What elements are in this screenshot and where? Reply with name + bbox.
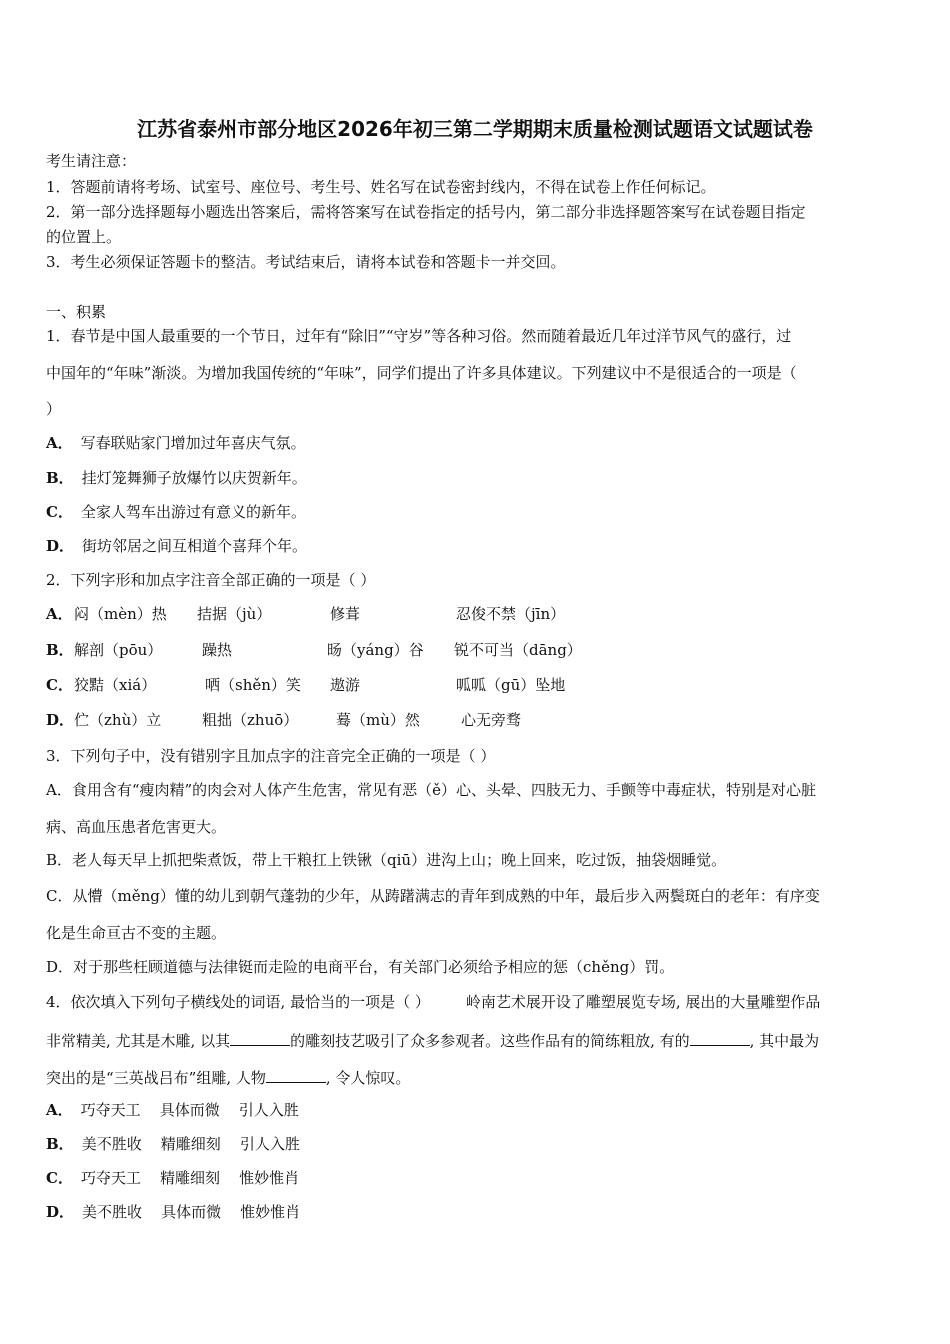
q4-option-c: C． 巧夺天工 精雕细刻 惟妙惟肖 <box>46 1169 300 1187</box>
q1-option-d: D． 街坊邻居之间互相道个喜拜个年。 <box>46 537 308 555</box>
q3-option-a-cont: 病、高血压患者危害更大。 <box>46 818 227 836</box>
q1-stem: ） <box>46 400 62 418</box>
exam-title: 江苏省泰州市部分地区2026年初三第二学期期末质量检测试题语文试题试卷 <box>137 117 813 141</box>
q3-stem: 3．下列句子中，没有错别字且加点字的注音完全正确的一项是（ ） <box>46 747 496 765</box>
answer-blank[interactable] <box>266 1068 326 1083</box>
notice-item: 的位置上。 <box>46 228 122 246</box>
exam-page: 江苏省泰州市部分地区2026年初三第二学期期末质量检测试题语文试题试卷 考生请注意： 1．答题前请将考场、试室号、座位号、考生号、姓名写在试卷密封线内，不得在试卷上作任何标记。 2．第一部分选择题每小题选出答案后，需将答案写在试卷指定的括号内，第二部分非选择题答案写在试卷题目指定 的位置上。 3．考生必须保证答题卡的整洁。考试结束后，请将本试卷和答题卡一并交回。 一、积累 1．春节是中国人最重要的一个节日，过年有“除旧”“守岁”等各种习俗。然而随着最近几年过洋节风气的盛行，过 中国年的“年味”渐淡。为增加我国传统的“年味”，同学们提出了许多具体建议。下列建议中不是很适合的一项是（ ） A． 写春联贴家门增加过年喜庆气氛。 B． 挂灯笼舞狮子放爆竹以庆贺新年。 C． 全家人驾车出游过有意义的新年。 D． 街坊邻居之间互相道个喜拜个年。 2．下列字形和加点字注音全部正确的一项是（ ） A． 闷（mèn）热 拮据（jù） 修葺 忍俊不禁（jīn） B． 解剖（pōu） 躁热 旸（yáng）谷 锐不可当（dāng） C． 狡黠（xiá） 哂（shěn）笑 遨游 呱呱（gū）坠地 D． 伫（zhù）立 粗拙（zhuō） 蓦（mù）然 心无旁骛 3．下列句子中，没有错别字且加点字的注音完全正确的一项是（ ） A．食用含有“瘦肉精”的肉会对人体产生危害，常见有恶（ě）心、头晕、四肢无力、手颤等中毒症状，特别是对心脏 病、高血压患者危害更大。 B．老人每天早上抓把柴煮饭，带上干粮扛上铁锹（qiū）进沟上山；晚上回来，吃过饭，抽袋烟睡觉。 C．从懵（měng）懂的幼儿到朝气蓬勃的少年，从踌躇满志的青年到成熟的中年，最后步入两鬓斑白的老年：有序变 化是生命亘古不变的主题。 D．对于那些枉顾道德与法律铤而走险的电商平台，有关部门必须给予相应的惩（chěng）罚。 4．依次填入下列句子横线处的词语, 最恰当的一项是（ ） 岭南艺术展开设了雕塑展览专场, 展出的大量雕塑作品 非常精美, 尤其是木雕, 以其 的雕刻技艺吸引了众多参观者。这些作品有的简练粗放, 有的 , 其中最为 突出的是“三英战吕布”组雕, 人物 , 令人惊叹。 A． 巧夺天工 具体而微 引人入胜 B． 美不胜收 精雕细刻 引人入胜 C． 巧夺天工 精雕细刻 惟妙惟肖 D． 美不胜收 具体而微 惟妙惟肖 <box>0 0 950 1344</box>
notice-item: 2．第一部分选择题每小题选出答案后，需将答案写在试卷指定的括号内，第二部分非选择题答案写在试卷题目指定 <box>46 203 806 221</box>
answer-blank[interactable] <box>230 1031 290 1046</box>
q2-stem: 2．下列字形和加点字注音全部正确的一项是（ ） <box>46 571 376 589</box>
q3-option-d: D．对于那些枉顾道德与法律铤而走险的电商平台，有关部门必须给予相应的惩（chěng）罚。 <box>46 958 675 976</box>
notice-item: 3．考生必须保证答题卡的整洁。考试结束后，请将本试卷和答题卡一并交回。 <box>46 253 566 271</box>
q4-stem: 4．依次填入下列句子横线处的词语, 最恰当的一项是（ ） 岭南艺术展开设了雕塑展览专场, 展出的大量雕塑作品 <box>46 993 821 1011</box>
q4-option-b: B． 美不胜收 精雕细刻 引人入胜 <box>46 1135 300 1153</box>
notice-item: 1．答题前请将考场、试室号、座位号、考生号、姓名写在试卷密封线内，不得在试卷上作任何标记。 <box>46 178 716 196</box>
q3-option-a: A．食用含有“瘦肉精”的肉会对人体产生危害，常见有恶（ě）心、头晕、四肢无力、手颤等中毒症状，特别是对心脏 <box>46 781 817 799</box>
q4-option-d: D． 美不胜收 具体而微 惟妙惟肖 <box>46 1203 301 1221</box>
q1-stem: 1．春节是中国人最重要的一个节日，过年有“除旧”“守岁”等各种习俗。然而随着最近几年过洋节风气的盛行，过 <box>46 327 792 345</box>
q1-option-a: A． 写春联贴家门增加过年喜庆气氛。 <box>46 434 306 452</box>
notice-heading: 考生请注意： <box>46 152 137 170</box>
q3-option-c-cont: 化是生命亘古不变的主题。 <box>46 924 227 942</box>
q3-option-c: C．从懵（měng）懂的幼儿到朝气蓬勃的少年，从踌躇满志的青年到成熟的中年，最后步入两鬓斑白的老年：有序变 <box>46 887 820 905</box>
q1-option-b: B． 挂灯笼舞狮子放爆竹以庆贺新年。 <box>46 469 307 487</box>
q1-option-c: C． 全家人驾车出游过有意义的新年。 <box>46 503 306 521</box>
q3-option-b: B．老人每天早上抓把柴煮饭，带上干粮扛上铁锹（qiū）进沟上山；晚上回来，吃过饭，抽袋烟睡觉。 <box>46 851 727 869</box>
answer-blank[interactable] <box>690 1031 750 1046</box>
section-heading: 一、积累 <box>46 303 107 321</box>
q4-stem: 突出的是“三英战吕布”组雕, 人物 , 令人惊叹。 <box>46 1069 411 1087</box>
q4-option-a: A． 巧夺天工 具体而微 引人入胜 <box>46 1101 299 1119</box>
q4-stem: 非常精美, 尤其是木雕, 以其 的雕刻技艺吸引了众多参观者。这些作品有的简练粗放, 有的 , 其中最为 <box>46 1032 820 1050</box>
q1-stem: 中国年的“年味”渐淡。为增加我国传统的“年味”，同学们提出了许多具体建议。下列建议中不是很适合的一项是（ <box>46 364 797 382</box>
